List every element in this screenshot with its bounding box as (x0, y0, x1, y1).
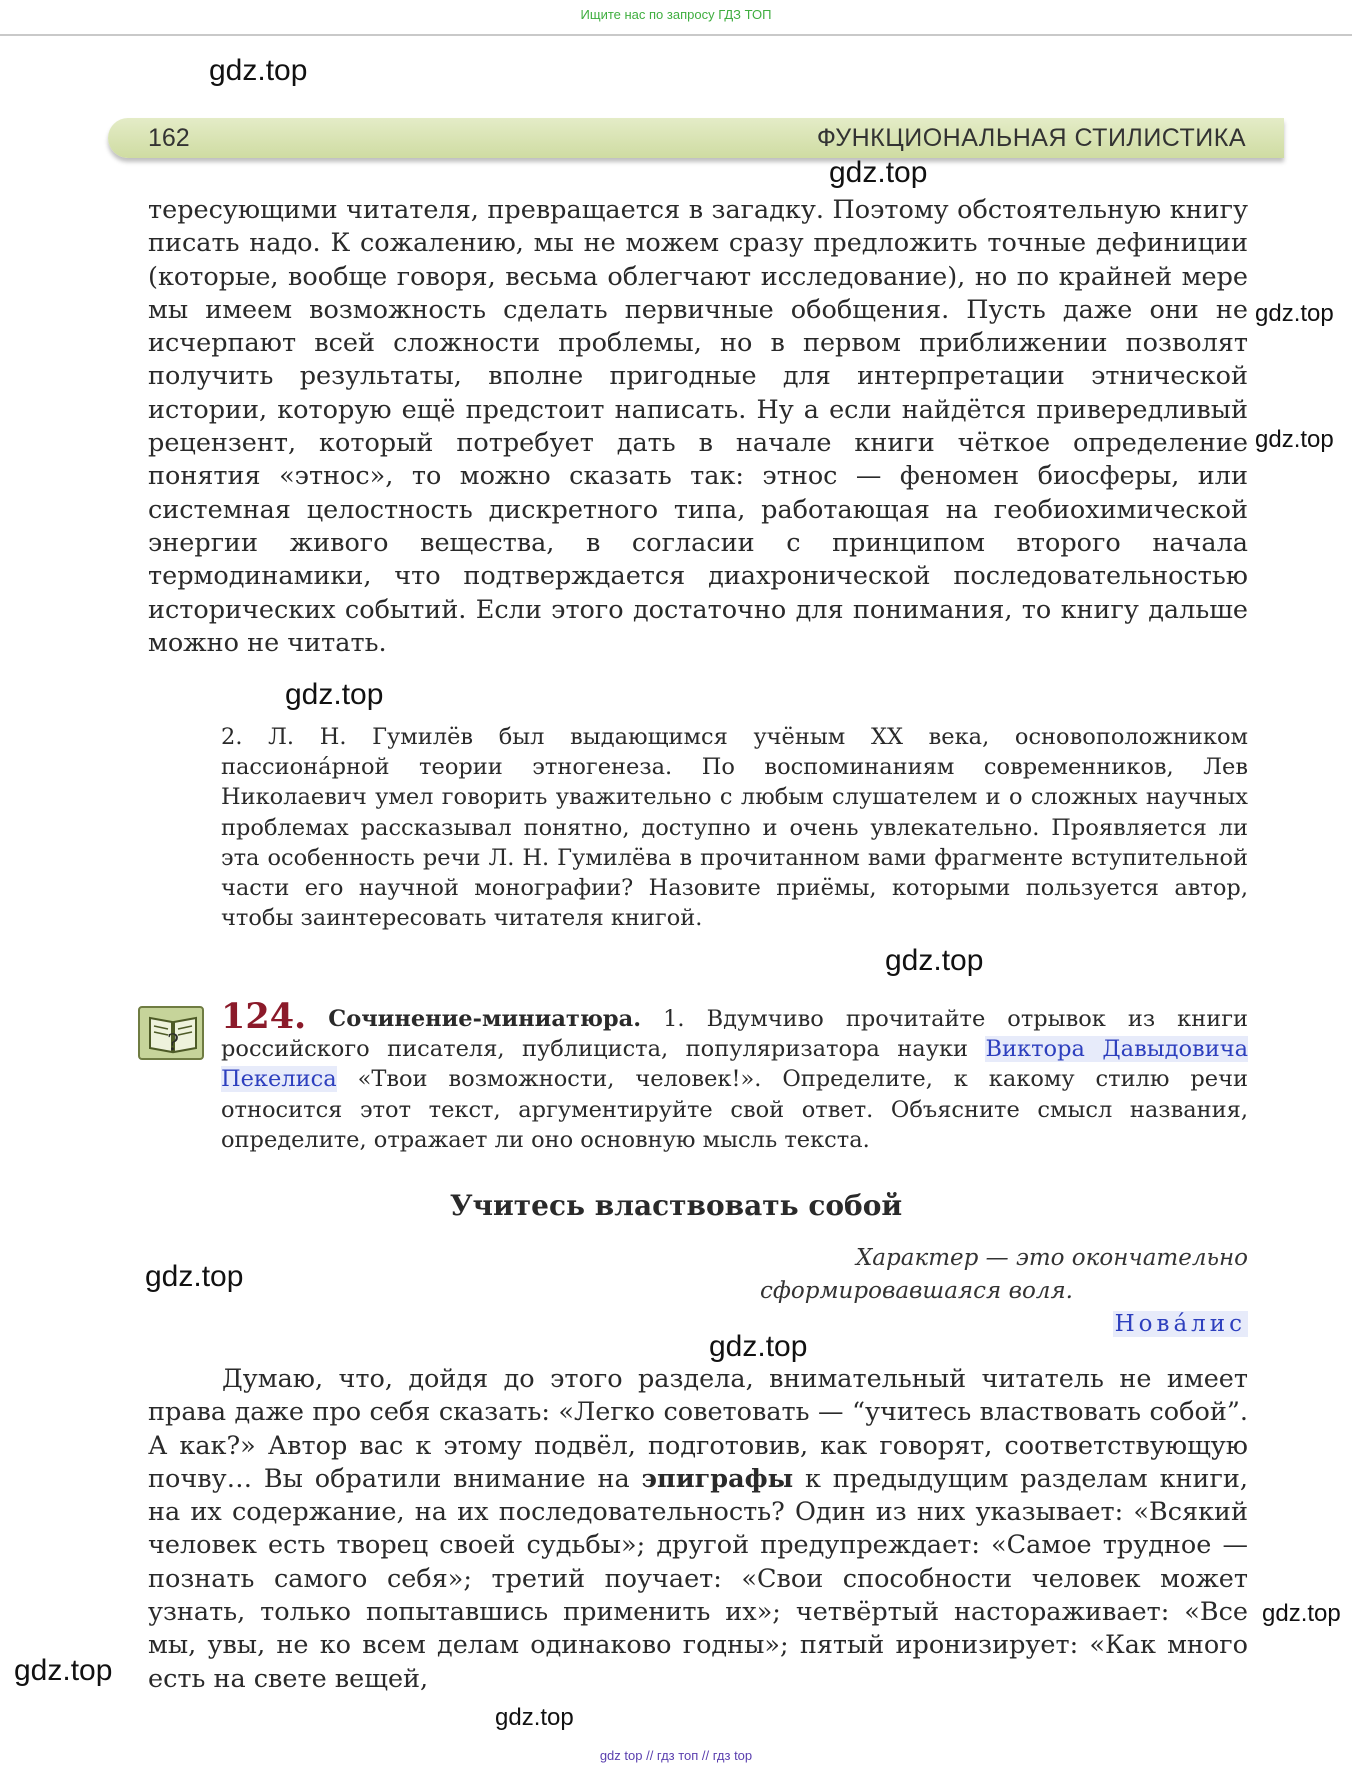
page-number: 162 (148, 124, 190, 152)
watermark: gdz.top (1255, 426, 1334, 453)
watermark: gdz.top (145, 1260, 244, 1293)
final-paragraph (148, 1363, 1248, 1696)
top-banner-text: Ищите нас по запросу ГДЗ ТОП (580, 7, 772, 22)
watermark: gdz.top (495, 1704, 574, 1731)
exercise-text-before: 1. Вдумчиво прочитайте отрывок из книги российского писателя, публициста, популяризатора науки (221, 1006, 1249, 1063)
task-2-text: 2. Л. Н. Гумилёв был выдающимся учёным XX века, основоположником пассионáрной теории этногенеза. По воспоминаниям современников, Лев Николаевич умел говорить уважительно с любым слушателем и о сложных научных проблемах рассказывал понятно, доступно и очень увлекательно. Проявляется ли эта особенность речи Л. Н. Гумилёва в прочитанном вами фрагменте вступительной части его научной монографии? Назовите приёмы, которыми пользуется автор, чтобы заинтересовать читателя книгой. (221, 724, 1248, 932)
exercise-number: 124. (221, 996, 307, 1037)
watermark: gdz.top (1262, 1600, 1341, 1627)
exercise-124 (221, 996, 1249, 1155)
watermark: gdz.top (14, 1654, 113, 1687)
chapter-title: Учитесь властвовать собой (449, 1189, 903, 1222)
watermark: gdz.top (829, 156, 928, 189)
exercise-title: Сочинение-миниатюра. (328, 1006, 642, 1032)
paragraph-1: тересующими читателя, превращается в загадку. Поэтому обстоятельную книгу писать надо. К сожалению, мы не можем сразу предложить точные дефиниции (которые, вообще говоря, весьма облегчают исследование), но по крайней мере мы имеем возможность сделать первичные обобщения. Пусть даже они не исчерпают всей сложности проблемы, но в первом приближении позволят получить результаты, вполне пригодные для интерпретации этнической истории, которую ещё предстоит написать. Ну а если найдётся привередливый рецензент, который потребует дать в начале книги чёткое определение понятия «этнос», то можно сказать так: этнос — феномен биосферы, или системная целостность дискретного типа, работающая на геобиохимической энергии живого вещества, в согласии с принципом второго начала термодинамики, что подтверждается диахронической последовательностью исторических событий. Если этого достаточно для понимания, то книгу дальше можно не читать. (148, 195, 1248, 658)
exercise-text-after: «Твои возможности, человек!». Определите, к какому стилю речи относится этот текст, аргументируйте свой ответ. Объясните смысл названия, определите, отражает ли оно основную мысль текста. (221, 1066, 1248, 1153)
top-banner (0, 0, 1352, 36)
final-paragraph-bold: эпиграфы (641, 1463, 794, 1494)
watermark: gdz.top (709, 1330, 808, 1363)
author-link[interactable]: Виктора Давыдовича Пекелиса (221, 1036, 1248, 1093)
task-book-icon (138, 1006, 204, 1060)
section-title: ФУНКЦИОНАЛЬНАЯ СТИЛИСТИКА (816, 124, 1246, 152)
watermark: gdz.top (285, 678, 384, 711)
epigraph-author[interactable]: Новáлис (1114, 1311, 1246, 1337)
svg-text:?: ? (167, 1031, 179, 1056)
epigraph-line-1: Характер — это окончательно (855, 1245, 1248, 1271)
epigraph-line-2: сформировавшаяся воля. (760, 1278, 1073, 1304)
bottom-links[interactable]: gdz top // гдз топ // гдз top (599, 1748, 753, 1763)
final-paragraph-part-2: к предыдущим разделам книги, на их содержание, на их последовательность? Один из них указывает: «Всякий человек есть творец своей судьбы»; другой предупреждает: «Самое трудное — познать самого себя»; третий поучает: «Свои способности человек может узнать, только попытавшись применить их»; четвёртый настораживает: «Все мы, увы, не ко всем делам одинаково годны»; пятый иронизирует: «Как много есть на свете вещей, (148, 1463, 1248, 1694)
watermark: gdz.top (209, 54, 308, 87)
epigraph (688, 1242, 1248, 1308)
final-paragraph-part-1: Думаю, что, дойдя до этого раздела, внимательный читатель не имеет права даже про себя сказать: «Легко советовать — “учитесь властвовать собой”. А как?» Автор вас к этому подвёл, подготовив, как говорят, соответствующую почву… Вы обратили внимание на (148, 1364, 1248, 1494)
watermark: gdz.top (885, 944, 984, 977)
watermark: gdz.top (1255, 300, 1334, 327)
